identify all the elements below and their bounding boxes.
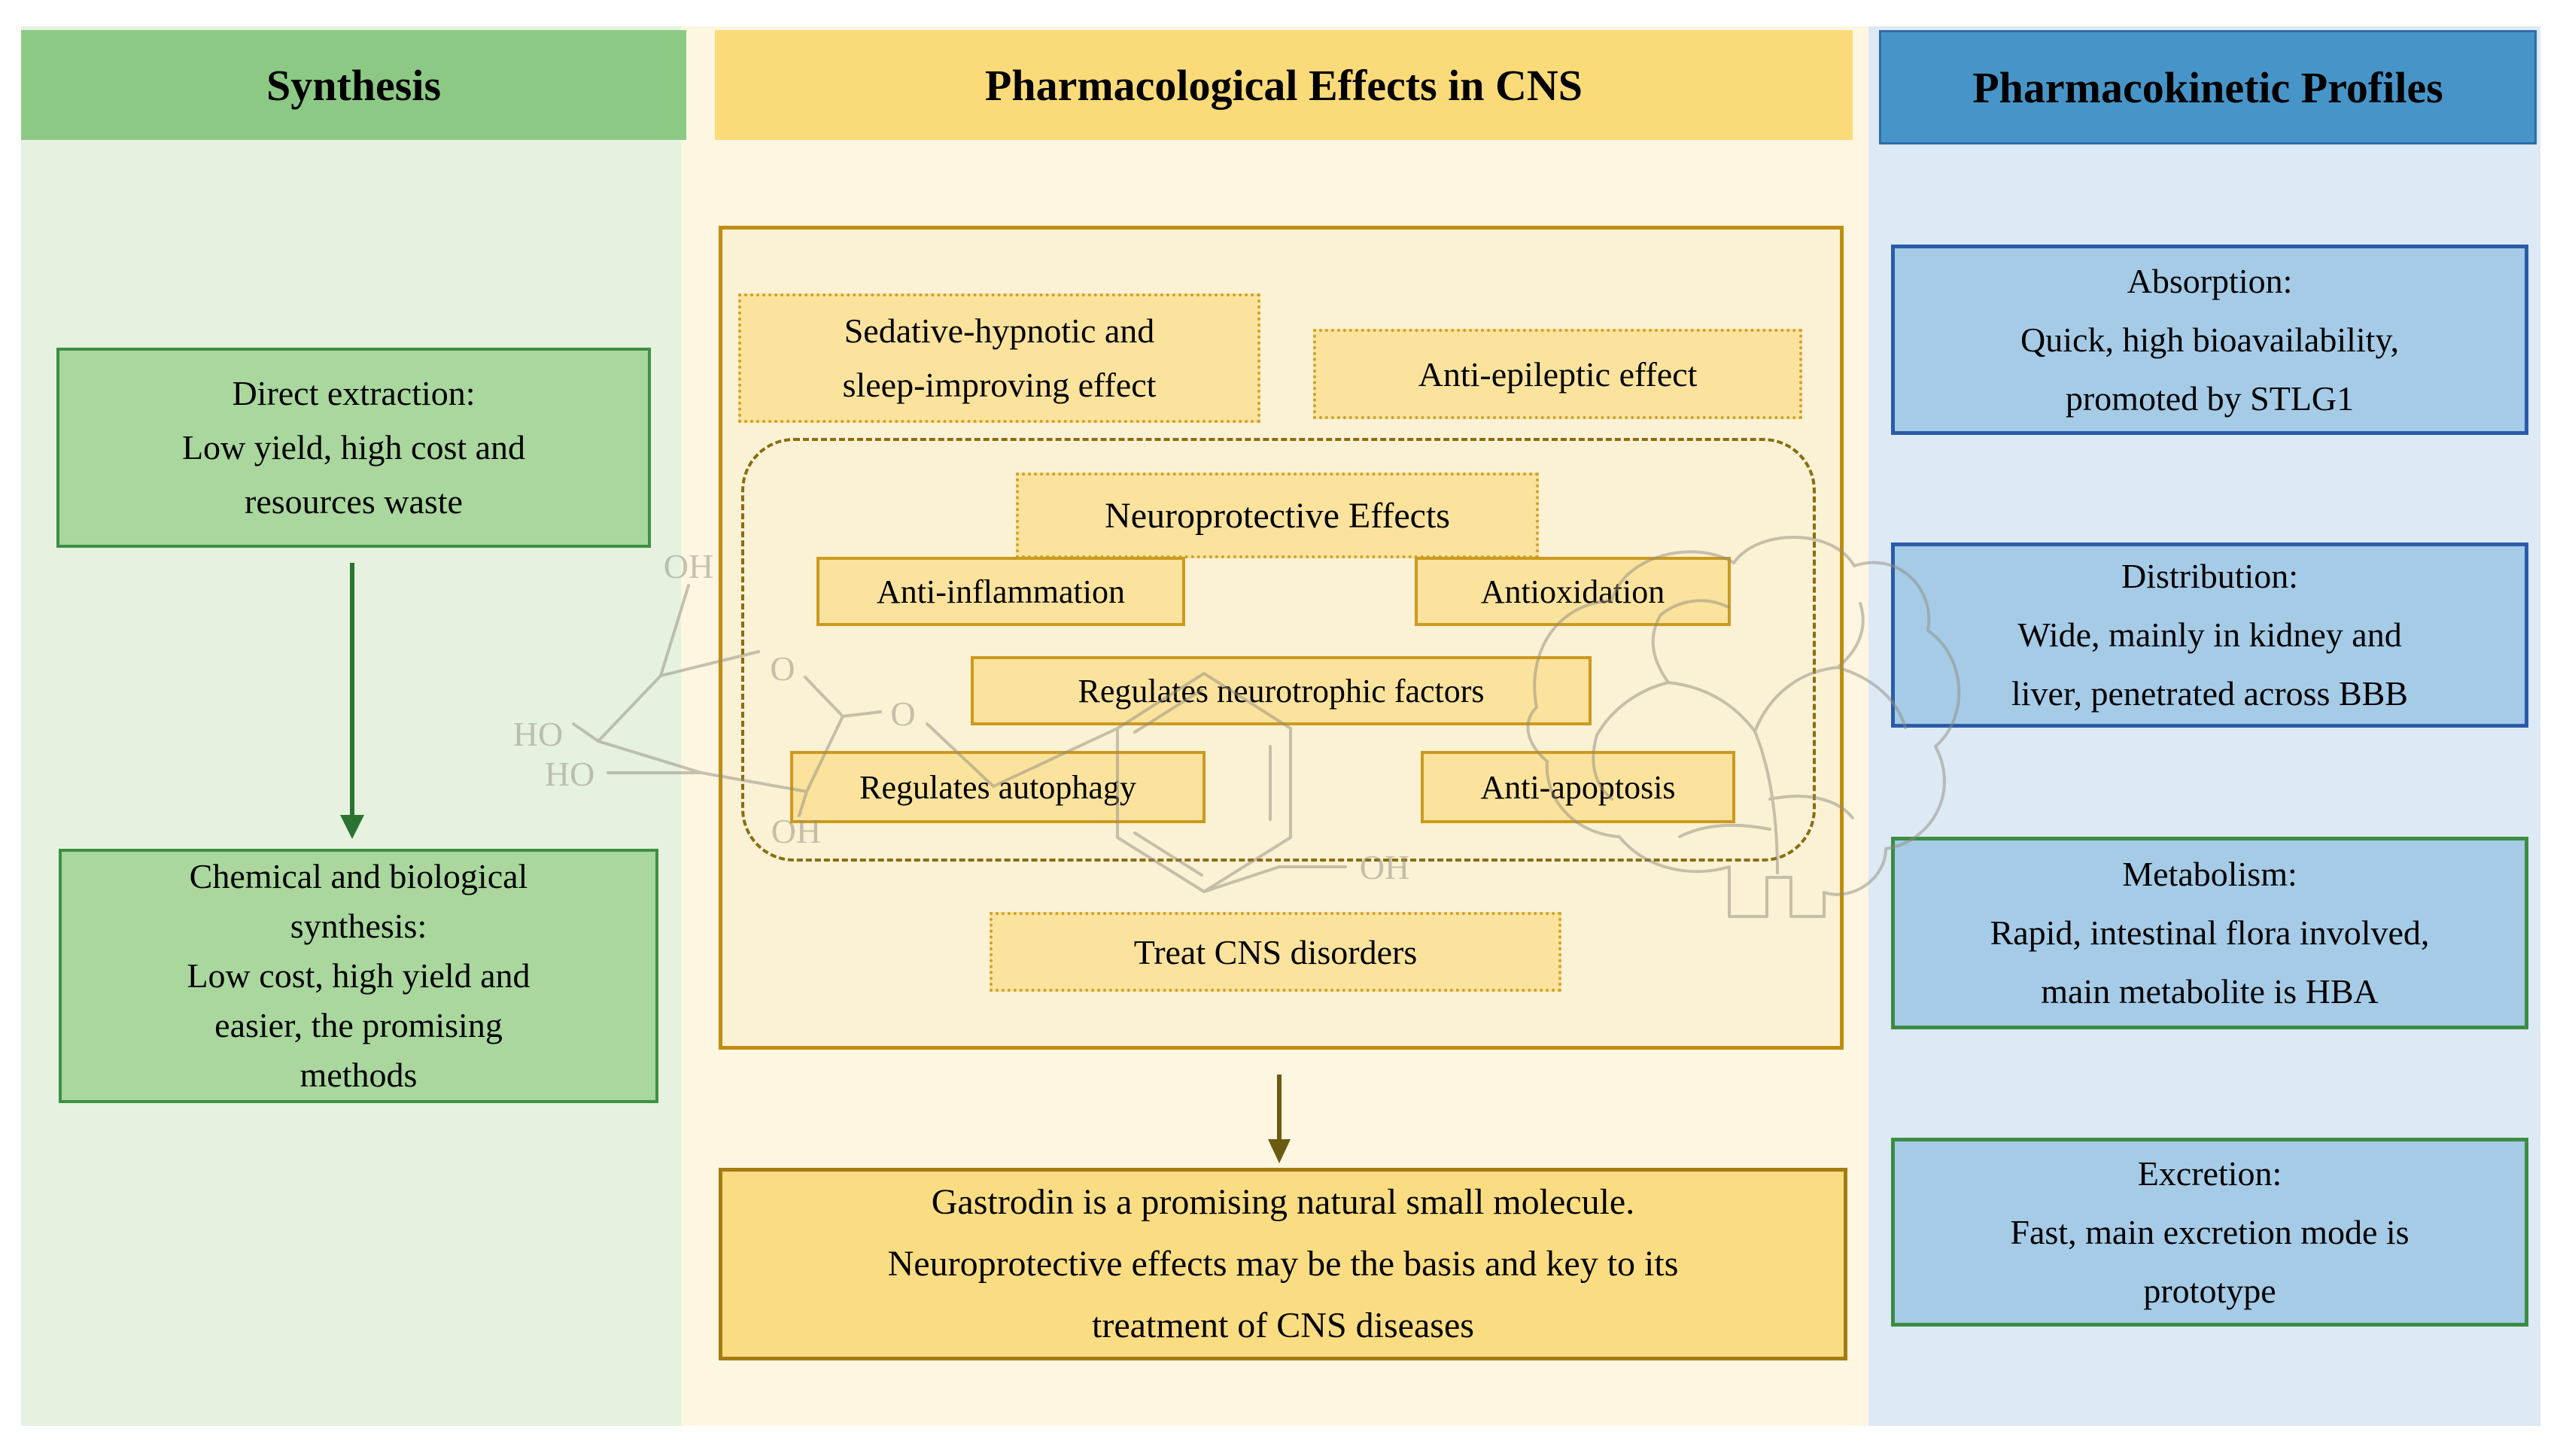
text-line: sleep-improving effect [842,366,1157,404]
neuroprotective-effects-box: Neuroprotective Effects [1016,473,1539,558]
absorption-box [1891,245,2528,435]
gastrodin-summary-box [719,1168,1847,1360]
direct-extraction-box [56,348,651,548]
pk-header: Pharmacokinetic Profiles [1879,30,2537,144]
molecule-label-o-ring: O [770,649,795,688]
text-line: main metabolite is HBA [2041,972,2379,1011]
text-line: prototype [2143,1271,2276,1310]
molecule-label-oh-bottom: OH [771,812,822,850]
excretion-box [1891,1138,2528,1327]
molecule-label-o-glycosidic: O [890,695,916,733]
text-line: Low cost, high yield and [187,956,531,995]
synthesis-down-arrow [350,563,354,816]
text-line: Rapid, intestinal flora involved, [1990,913,2430,952]
regulates-autophagy-box: Regulates autophagy [790,751,1206,823]
anti-apoptosis-box: Anti-apoptosis [1421,751,1735,823]
text-line: Metabolism: [2122,855,2297,893]
text-line: Direct extraction: [232,374,476,412]
text-line: Distribution: [2121,557,2299,595]
treat-cns-disorders-box: Treat CNS disorders [990,912,1561,992]
text-line: Fast, main excretion mode is [2010,1212,2410,1251]
text-line: synthesis: [290,907,427,945]
anti-inflammation-box: Anti-inflammation [816,557,1185,626]
text-line: Quick, high bioavailability, [2020,320,2399,359]
text-line: Wide, mainly in kidney and [2017,616,2402,654]
text-line: Absorption: [2127,261,2293,300]
cns-header: Pharmacological Effects in CNS [715,30,1853,140]
molecule-label-oh-top: OH [663,547,714,585]
text-line: easier, the promising [214,1006,503,1044]
text-line: Chemical and biological [189,857,528,895]
sedative-hypnotic-box [738,293,1260,423]
text-line: liver, penetrated across BBB [2011,674,2408,713]
metabolism-box [1891,837,2528,1029]
text-line: Neuroprotective effects may be the basis and key to its [887,1244,1679,1284]
text-line: Low yield, high cost and [181,428,526,467]
synthesis-header: Synthesis [21,30,686,140]
anti-epileptic-box: Anti-epileptic effect [1313,329,1802,419]
text-line: promoted by STLG1 [2065,378,2355,418]
neurotrophic-factors-box: Regulates neurotrophic factors [971,656,1592,725]
text-line: Gastrodin is a promising natural small molecule. [931,1182,1635,1222]
text-line: resources waste [245,482,463,521]
molecule-label-ho-lower: HO [544,755,595,793]
antioxidation-box: Antioxidation [1415,557,1731,626]
text-line: Sedative-hypnotic and [844,312,1155,350]
cns-down-arrow [1277,1075,1282,1141]
text-line: treatment of CNS diseases [1092,1306,1474,1345]
molecule-label-oh-right: OH [1359,848,1410,886]
chemical-biological-box [59,849,658,1103]
molecule-label-ho-upper: HO [512,715,564,753]
text-line: Excretion: [2137,1154,2282,1193]
text-line: methods [299,1056,418,1094]
cns-down-arrow-head [1268,1139,1291,1163]
distribution-box [1891,543,2528,728]
synthesis-down-arrow-head [340,815,364,839]
